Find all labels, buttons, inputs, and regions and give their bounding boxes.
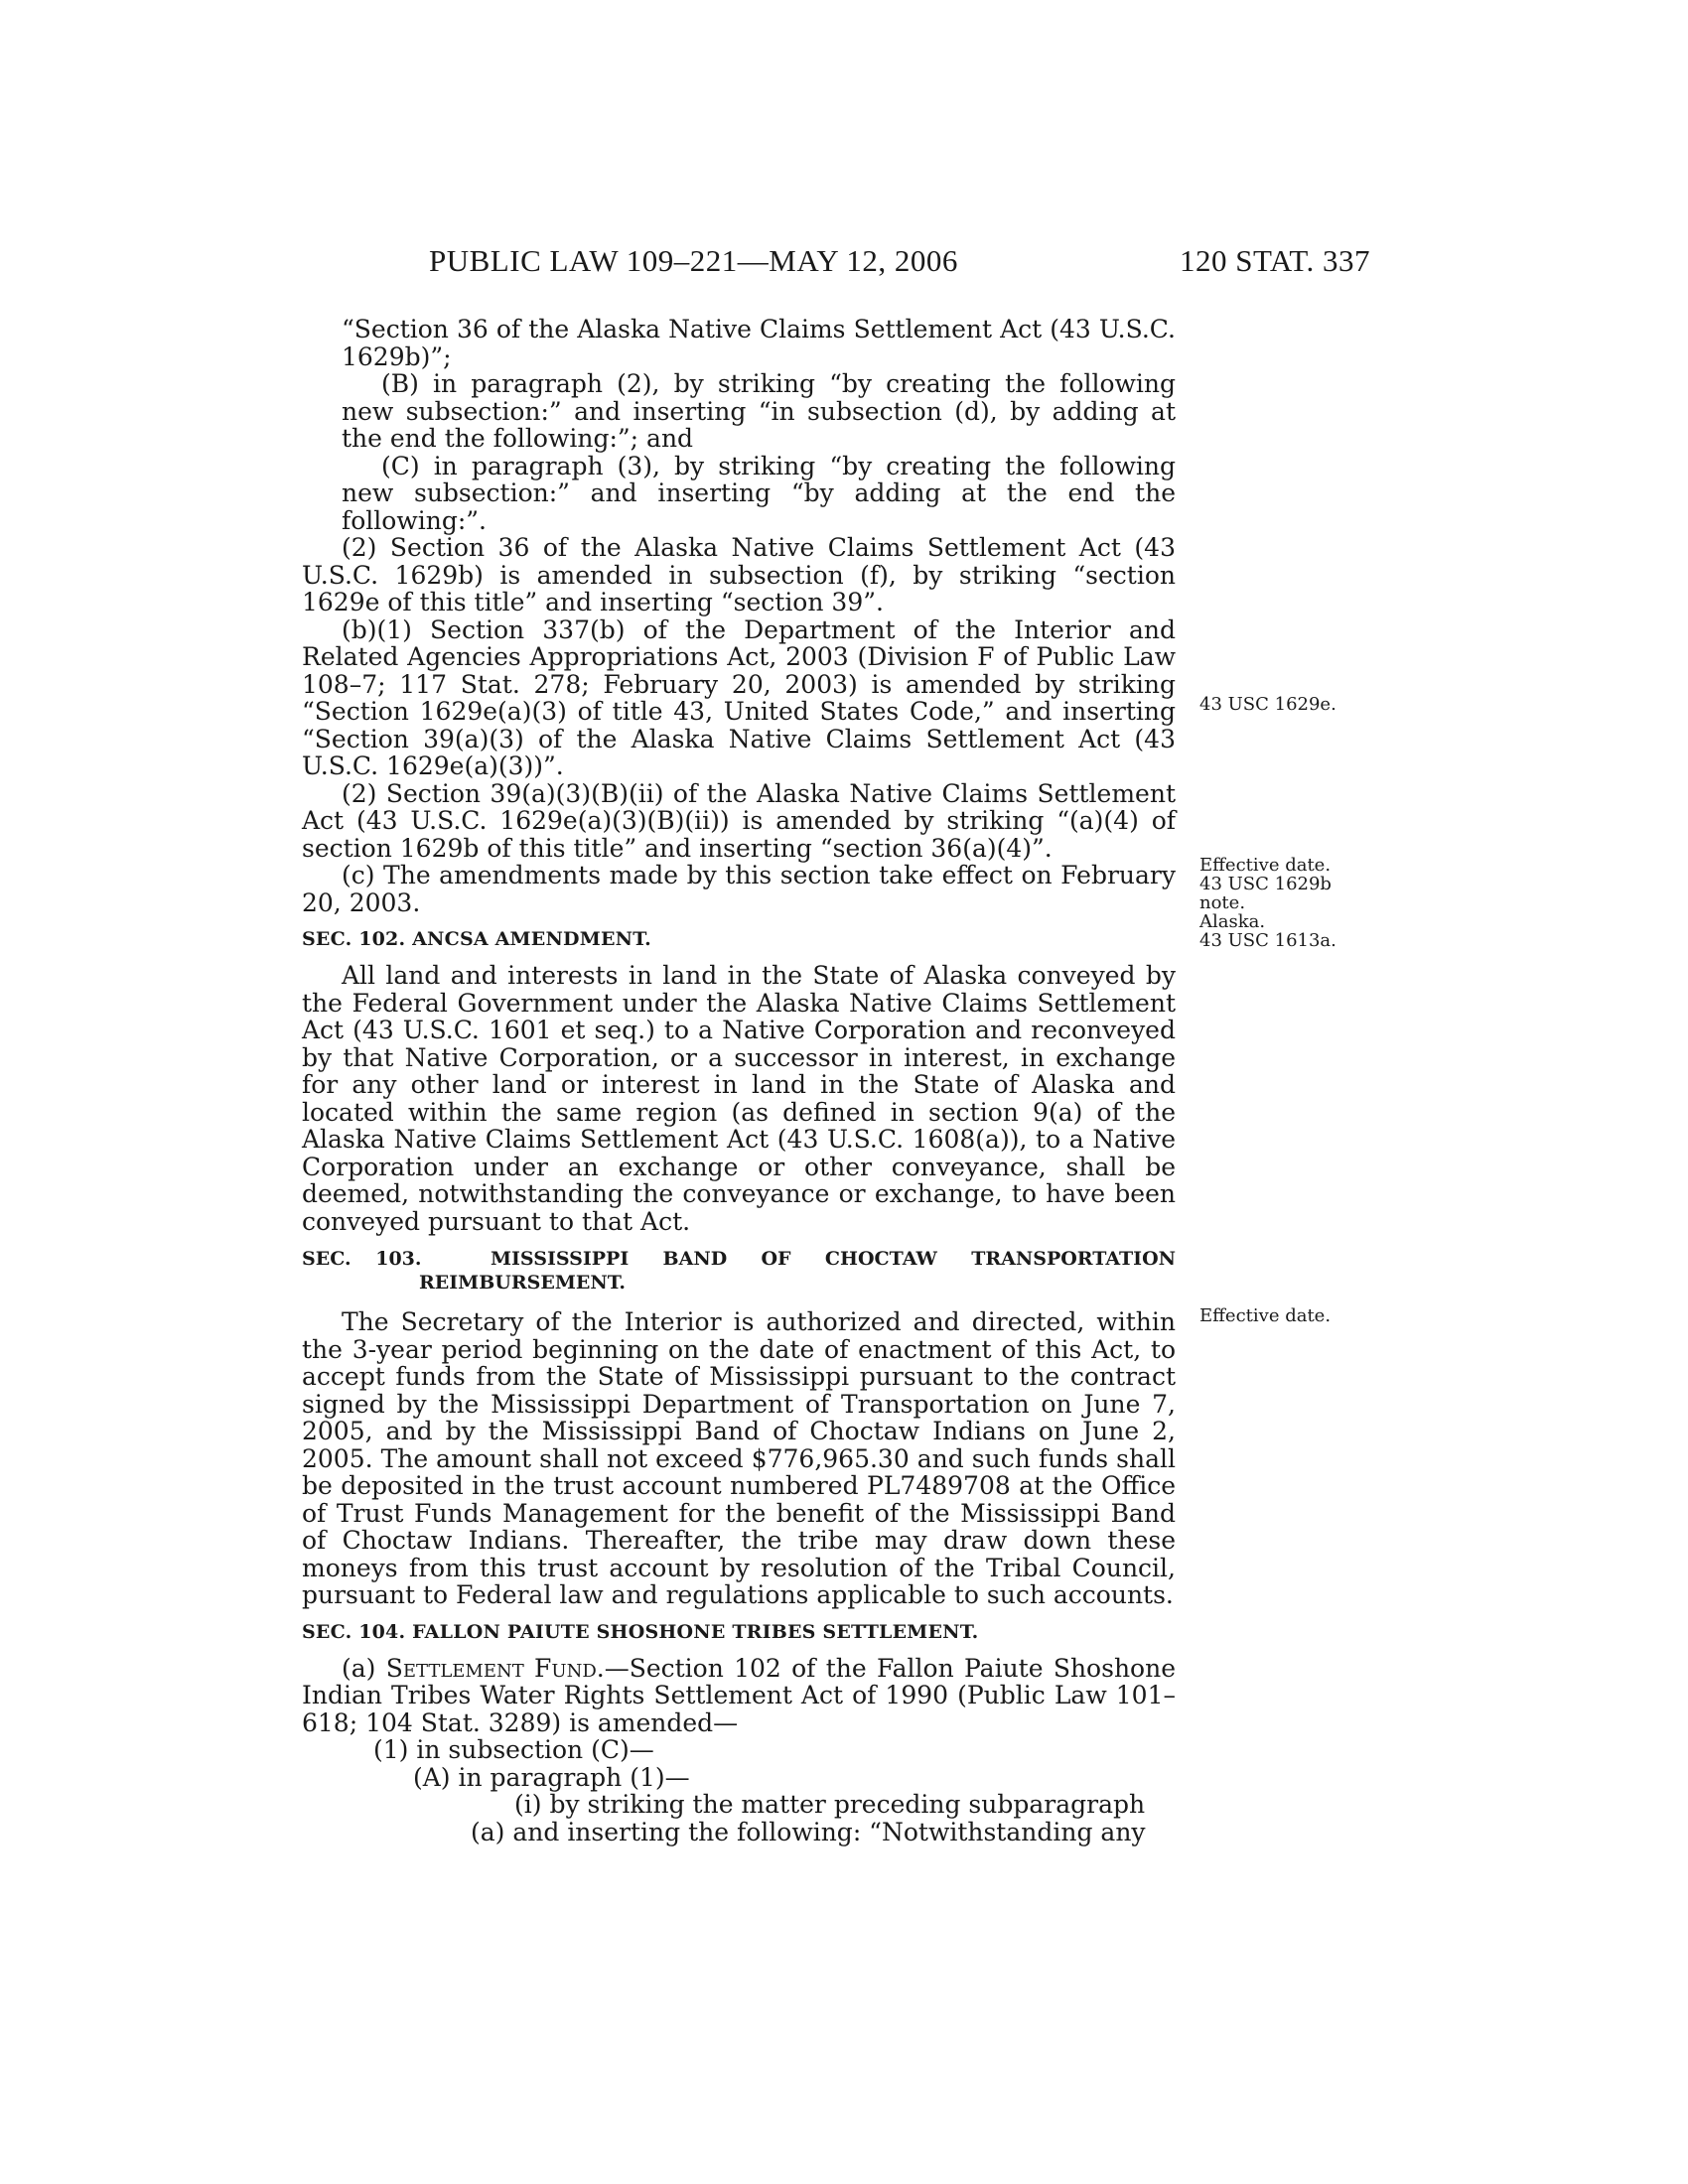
section-title: MISSISSIPPI BAND OF CHOCTAW TRANSPORTATION — [491, 1248, 1176, 1270]
subsection-heading: Settlement Fund — [385, 1653, 597, 1683]
margin-note: Effective date. — [1199, 855, 1332, 876]
paragraph: (a) and inserting the following: “Notwithstanding any — [471, 1817, 1146, 1846]
section-heading-102: SEC. 102. ANCSA AMENDMENT. — [302, 928, 651, 950]
paragraph: The Secretary of the Interior is authorized and directed, within the 3-year period beginning on the date of enactment of this Act, to accept funds from the State of Mississippi pursuant to the contract signed by the Mississippi Department of Transportation on June 7, 2005, and by the Mississippi Band of Choctaw Indians on June 2, 2005. The amount shall not exceed $776,965.30 and such funds shall be deposited in the trust account numbered PL7489708 at the Office of Trust Funds Management for the benefit of the Mississippi Band of Choctaw Indians. Thereafter, the tribe may draw down these moneys from this trust account by resolution of the Tribal Council, pursuant to Federal law and regulations applicable to such accounts. — [302, 1307, 1176, 1609]
margin-note: Alaska. — [1199, 911, 1266, 932]
paragraph: (A) in paragraph (1)— — [413, 1762, 690, 1792]
paragraph: (C) in paragraph (3), by striking “by creating the following new subsection:” and inserting “by adding at the end the following:”. — [342, 451, 1176, 535]
section-heading-103 — [302, 1247, 1176, 1295]
paragraph: (2) Section 36 of the Alaska Native Claims Settlement Act (43 U.S.C. 1629b) is amended in subsection (f), by striking “section 1629e of this title” and inserting “section 39”. — [302, 533, 1176, 616]
margin-note: 43 USC 1629e. — [1199, 694, 1336, 715]
section-title-continued: REIMBURSEMENT. — [419, 1272, 626, 1294]
subsection-text: .—Section 102 of the Fallon Paiute Shoshone Indian Tribes Water Rights Settlement Act of 1990 (Public Law 101–618; 104 Stat. 3289) is amended— — [302, 1653, 1176, 1737]
paragraph: (2) Section 39(a)(3)(B)(ii) of the Alaska Native Claims Settlement Act (43 U.S.C. 1629e(a)(3)(B)(ii)) is amended by striking “(a)(4) of section 1629b of this title” and inserting “section 36(a)(4)”. — [302, 778, 1176, 863]
margin-note-group — [1199, 856, 1358, 950]
paragraph: All land and interests in land in the State of Alaska conveyed by the Federal Government under the Alaska Native Claims Settlement Act (43 U.S.C. 1601 et seq.) to a Native Corporation and reconveyed by that Native Corporation, or a successor in interest, in exchange for any other land or interest in land in the State of Alaska and located within the same region (as defined in section 9(a) of the Alaska Native Claims Settlement Act (43 U.S.C. 1608(a)), to a Native Corporation under an exchange or other conveyance, shall be deemed, notwithstanding the conveyance or exchange, to have been conveyed pursuant to that Act. — [302, 961, 1176, 1236]
margin-note: note. — [1199, 892, 1246, 913]
paragraph — [302, 1655, 1176, 1737]
paragraph: (c) The amendments made by this section take effect on February 20, 2003. — [302, 861, 1176, 917]
margin-note: 43 USC 1629b — [1199, 874, 1332, 894]
running-head-title: PUBLIC LAW 109–221—MAY 12, 2006 — [429, 243, 958, 278]
margin-note: Effective date. — [1199, 1305, 1332, 1326]
paragraph: (1) in subsection (C)— — [373, 1735, 654, 1764]
paragraph: “Section 36 of the Alaska Native Claims Settlement Act (43 U.S.C. 1629b)”; — [342, 315, 1176, 371]
section-heading-104: SEC. 104. FALLON PAIUTE SHOSHONE TRIBES SETTLEMENT. — [302, 1620, 979, 1643]
document-body — [302, 316, 1176, 1845]
paragraph: (i) by striking the matter preceding subparagraph — [514, 1790, 1146, 1819]
paragraph: (b)(1) Section 337(b) of the Department of the Interior and Related Agencies Appropriations Act, 2003 (Division F of Public Law 108–7; 117 Stat. 278; February 20, 2003) is amended by striking “Section 1629e(a)(3) of title 43, United States Code,” and inserting “Section 39(a)(3) of the Alaska Native Claims Settlement Act (43 U.S.C. 1629e(a)(3))”. — [302, 614, 1176, 780]
page-header — [298, 243, 1370, 293]
section-label: SEC. 103. — [302, 1248, 422, 1270]
subsection-marker: (a) — [342, 1653, 386, 1683]
margin-note: 43 USC 1613a. — [1199, 930, 1336, 951]
paragraph: (B) in paragraph (2), by striking “by creating the following new subsection:” and inserting “in subsection (d), by adding at the end the following:”; and — [342, 369, 1176, 453]
statute-page-number: 120 STAT. 337 — [1179, 243, 1370, 278]
